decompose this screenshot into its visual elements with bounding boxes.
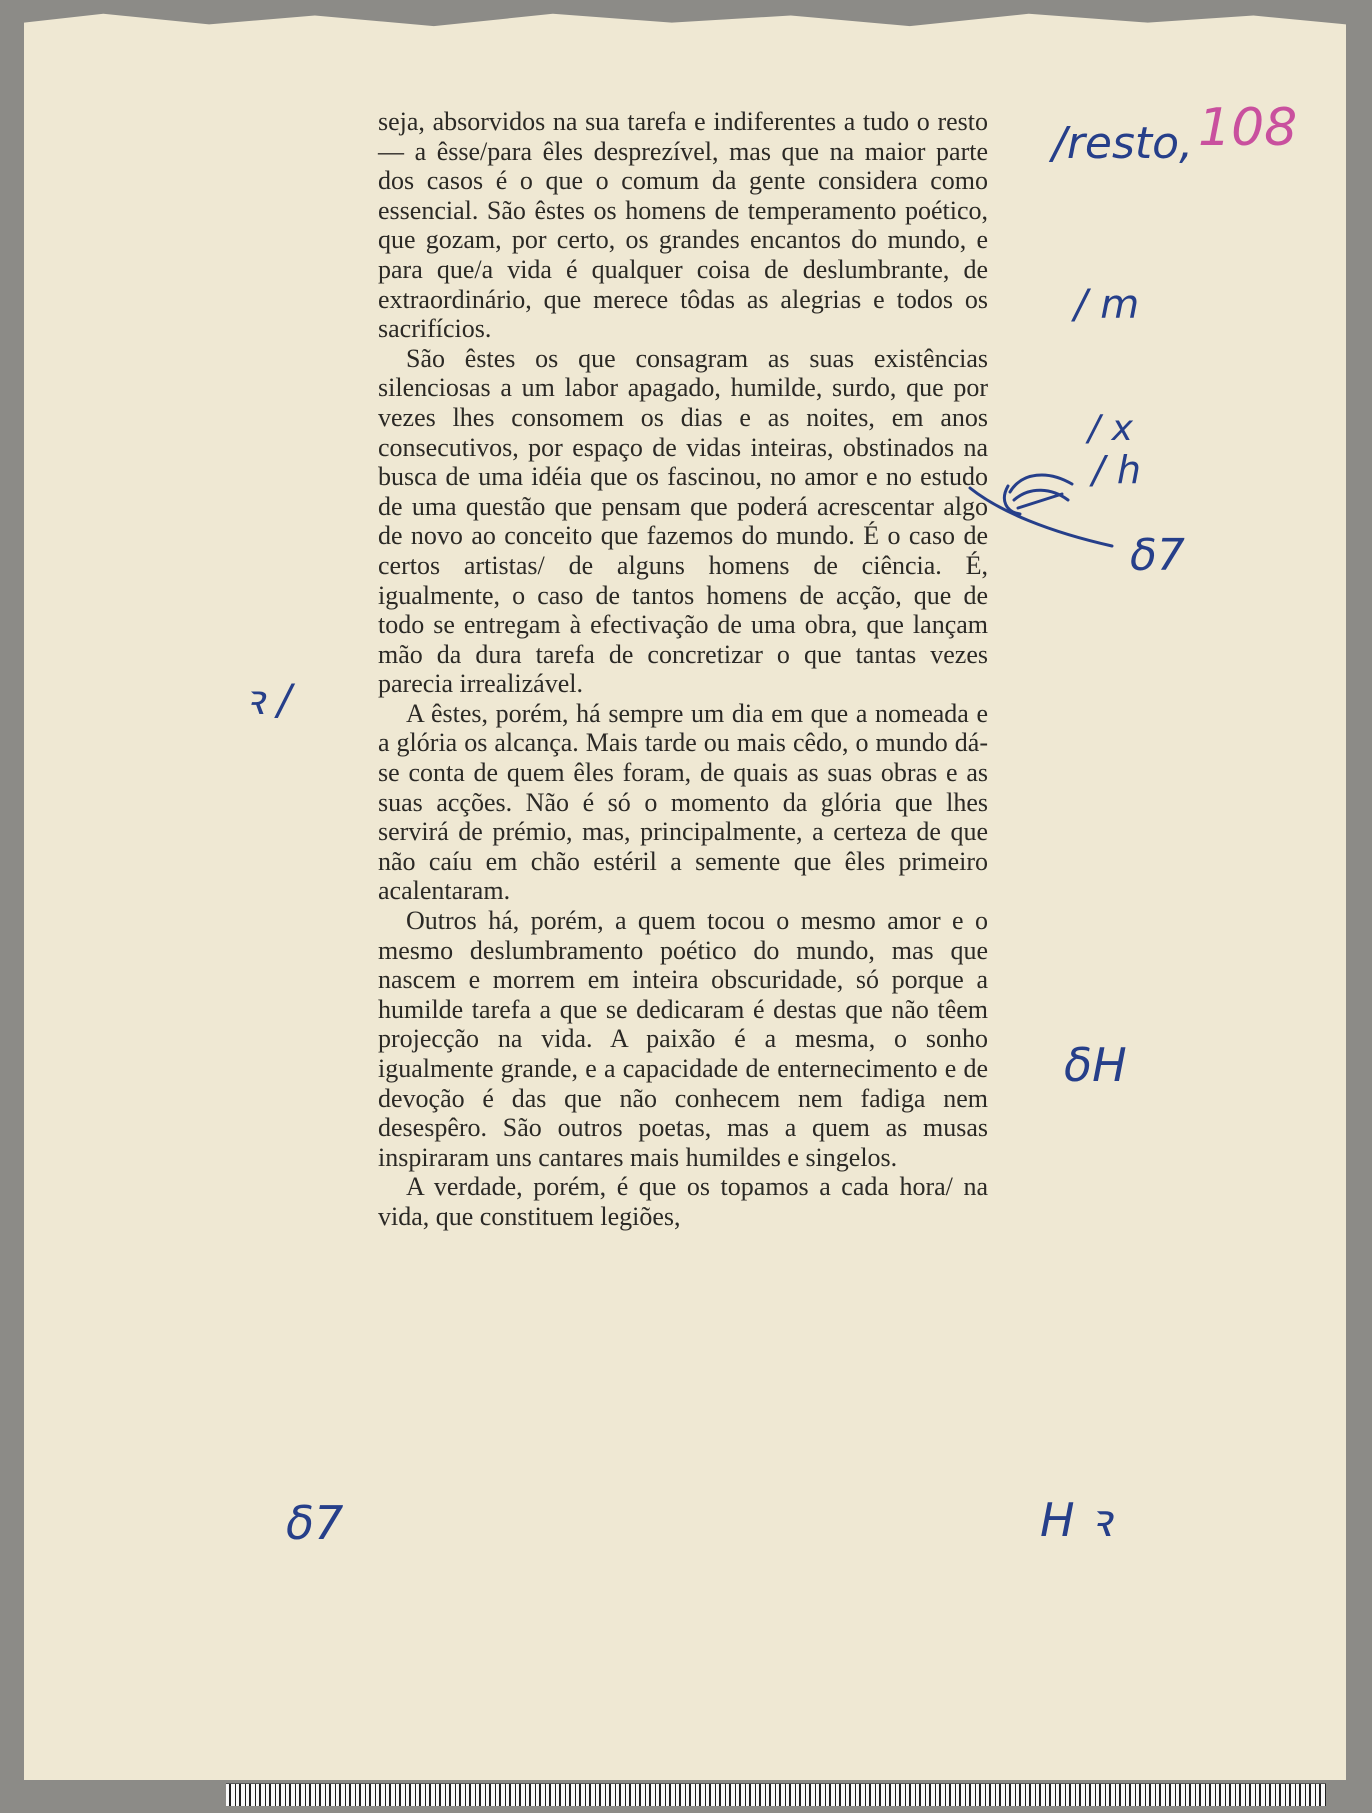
annotation-h: / h [1092, 448, 1141, 492]
annotation-x: / x [1088, 408, 1133, 449]
page-number-annotation: 108 [1198, 98, 1298, 158]
scale-bar [226, 1783, 1326, 1806]
annotation-resto: /resto, [1052, 118, 1194, 169]
paragraph-2: São êstes os que consagram as suas existências silenciosas a um labor apagado, humilde, surdo, que por vezes lhes consomem os dias e as noites, em anos consecutivos, por espaço de vidas inteiras, obstinados na busca de uma idéia que os fascinou, no amor e no estudo de uma questão que pensam que poderá acrescentar algo de novo ao conceito que fazemos do mundo. É o caso de certos artistas/ de alguns homens de ciência. É, igualmente, o caso de tantos homens de acção, que de todo se entregam à efectivação de uma obra, que lançam mão da dura tarefa de concretizar o que tantas vezes parecia irrealizável. [378, 343, 988, 699]
paragraph-3: A êstes, porém, há sempre um dia em que a nomeada e a glória os alcança. Mais tarde ou mais cêdo, o mundo dá-se conta de quem êles foram, de quais as suas obras e as suas acções. Não é só o momento da glória que lhes servirá de prémio, mas, principalmente, a certeza de que não caíu em chão estéril a semente que êles primeiro acalentaram. [378, 698, 988, 906]
annotation-m: / m [1074, 282, 1140, 328]
paragraph-1: seja, absorvidos na sua tarefa e indiferentes a tudo o resto — a êsse/para êles desprezível, mas que na maior parte dos casos é o que o comum da gente considera como essencial. São êstes os homens de temperamento poético, que gozam, por certo, os grandes encantos do mundo, e para que/a vida é qualquer coisa de deslumbrante, de extraordinário, que merece tôdas as alegrias e todos os sacrifícios. [378, 107, 988, 344]
annotation-dh: δH [1064, 1038, 1127, 1092]
annotation-delta-bottom: δ7 [286, 1496, 344, 1550]
annotation-h-bottom: H ꝛ [1040, 1493, 1112, 1547]
paragraph-5: A verdade, porém, é que os topamos a cada hora/ na vida, que constituem legiões, [378, 1172, 988, 1231]
printed-text-body [378, 107, 988, 1232]
annotation-left-margin: ꝛ / [244, 675, 292, 724]
paragraph-4: Outros há, porém, a quem tocou o mesmo amor e o mesmo deslumbramento poético do mundo, mas que nascem e morrem em inteira obscuridade, só porque a humilde tarefa a que se dedicaram é destas que não têem projecção na vida. A paixão é a mesma, o sonho igualmente grande, e a capacidade de enternecimento e de devoção é das que não conhecem nem fadiga nem desespêro. São outros poetas, mas a quem as musas inspiraram uns cantares mais humildes e singelos. [378, 906, 988, 1172]
annotation-delta-1: δ7 [1130, 530, 1185, 581]
